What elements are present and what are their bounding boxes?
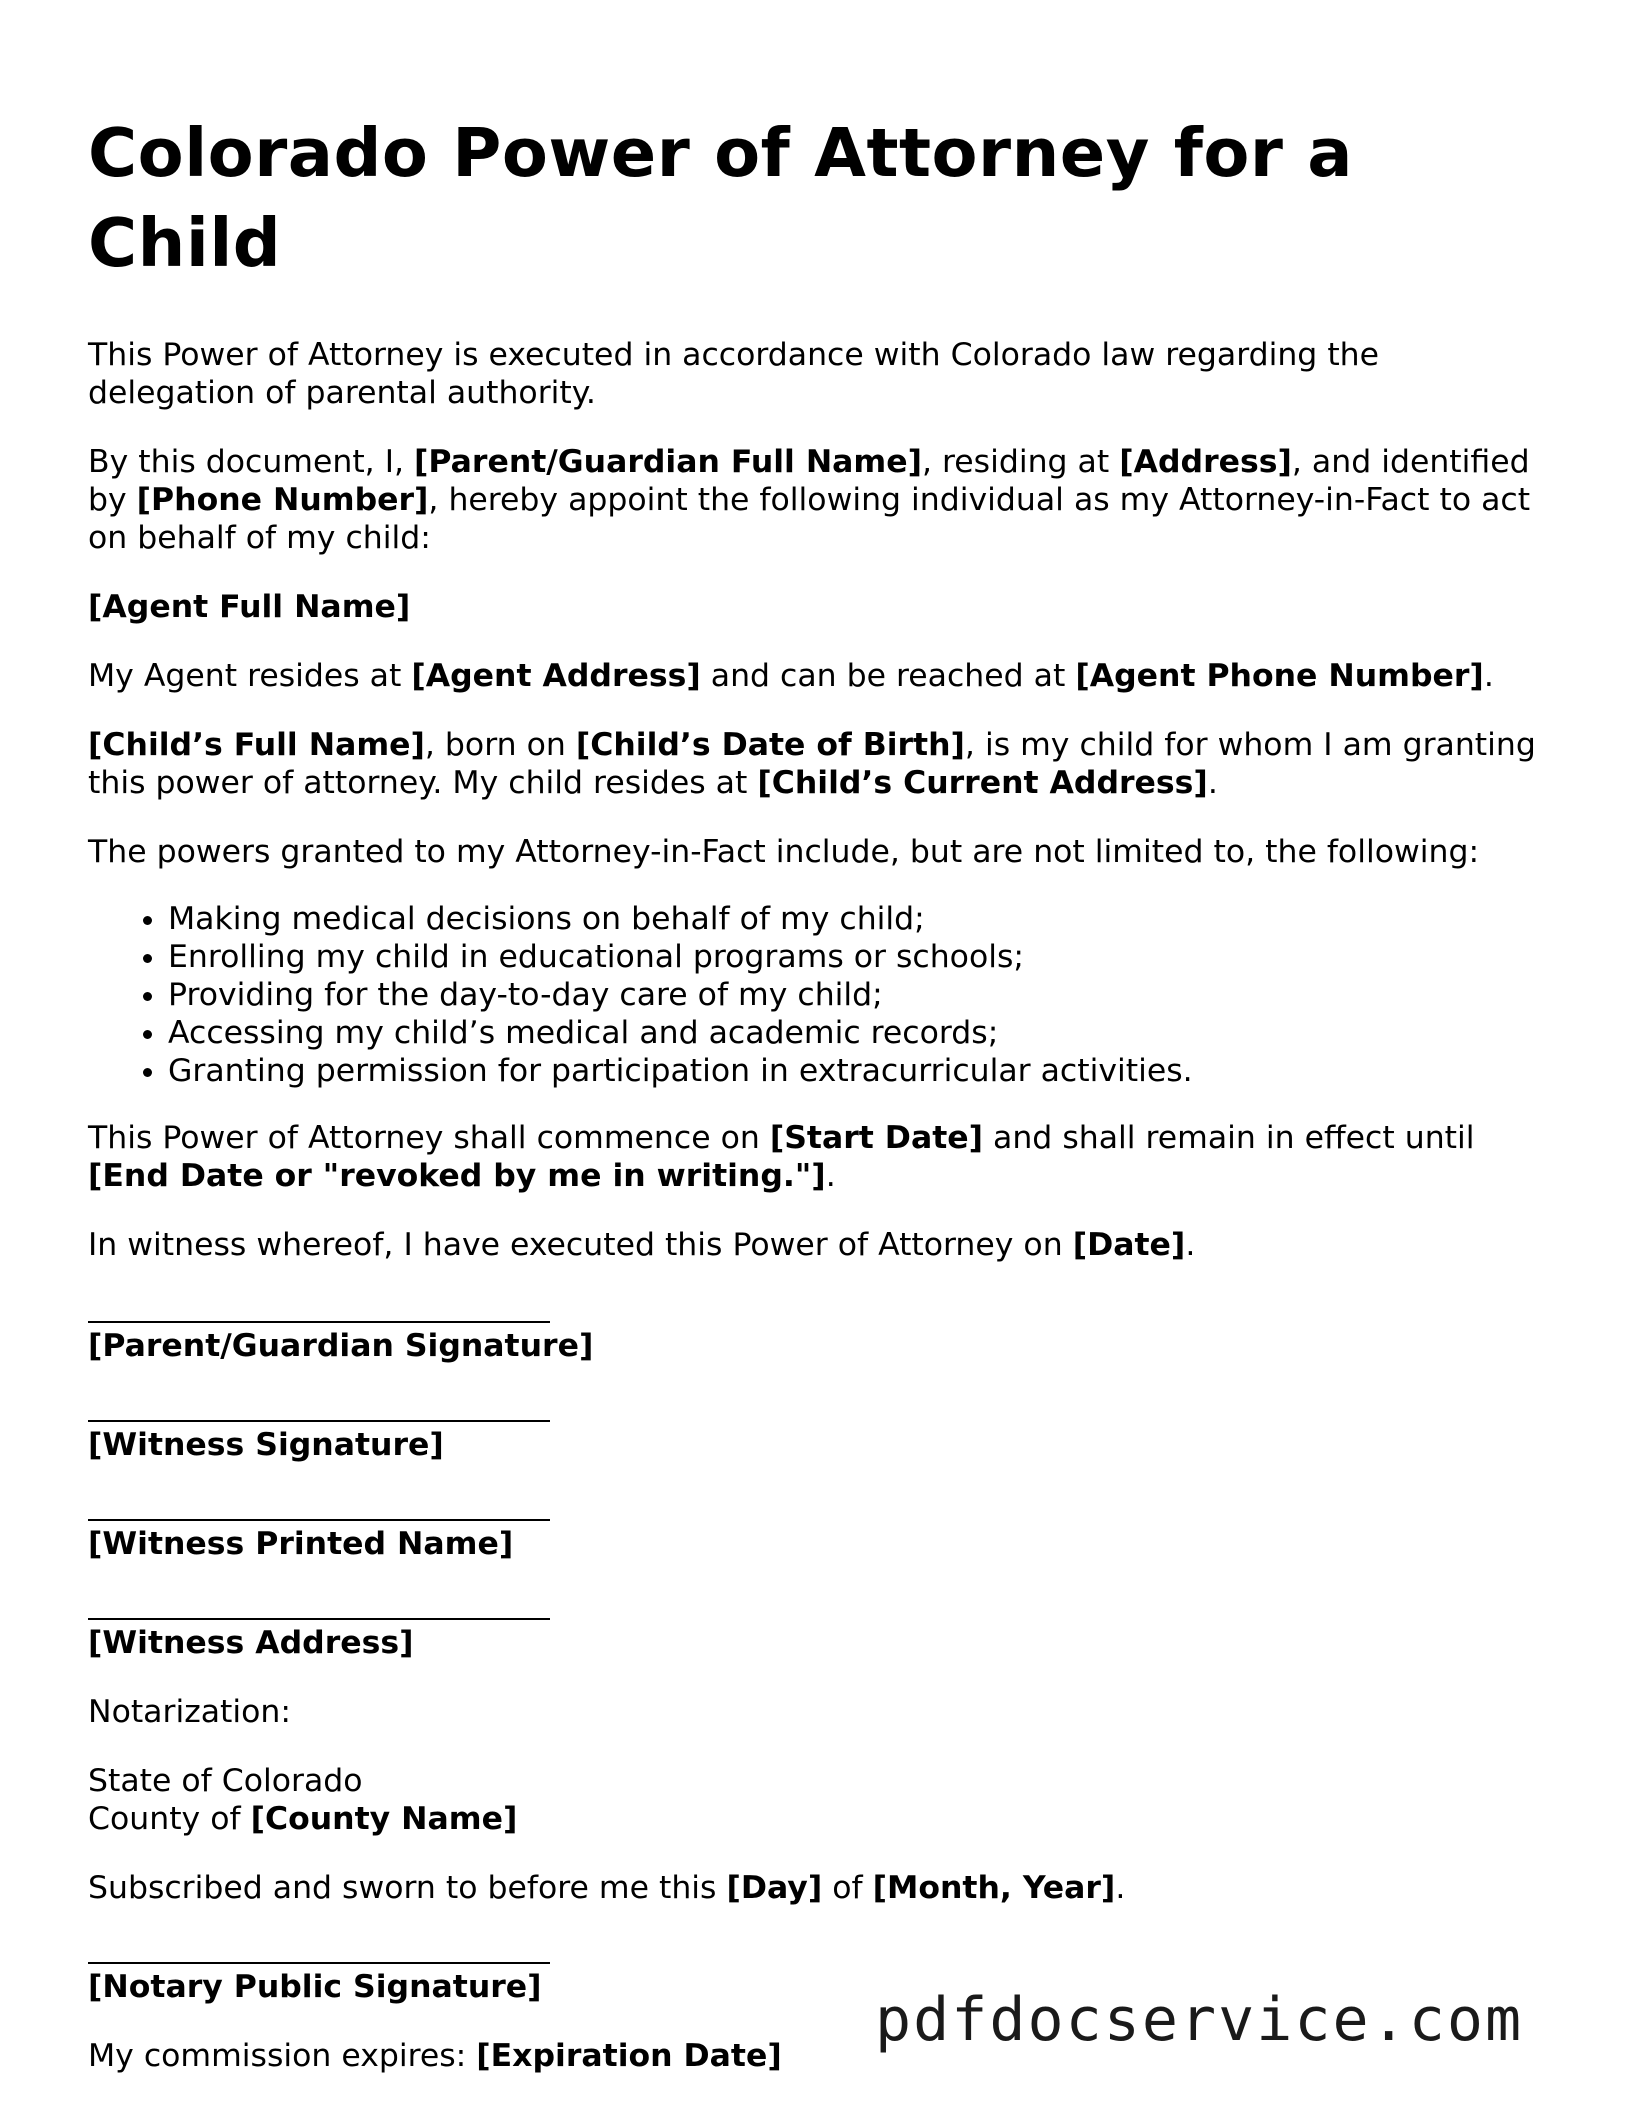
document-title: Colorado Power of Attorney for a Child bbox=[88, 114, 1353, 282]
agent-contact-text: My Agent resides at bbox=[88, 658, 412, 694]
witness-address-label: [Witness Address] bbox=[88, 1625, 414, 1661]
end-date-field: [End Date or "revoked by me in writing."] bbox=[88, 1158, 826, 1194]
appointment-text: , hereby appoint the following individual as my Attorney-in-Fact to act on behalf of my child: bbox=[88, 482, 1531, 556]
powers-list bbox=[88, 900, 1548, 1090]
commission-prefix: My commission expires: bbox=[88, 2038, 477, 2074]
month-year-field: [Month, Year] bbox=[872, 1870, 1116, 1906]
signature-line[interactable] bbox=[88, 1519, 550, 1521]
witness-name-label: [Witness Printed Name] bbox=[88, 1526, 514, 1562]
agent-address-field: [Agent Address] bbox=[411, 658, 701, 694]
county-field: [County Name] bbox=[250, 1801, 518, 1837]
signature-line[interactable] bbox=[88, 1420, 550, 1422]
child-name-field: [Child’s Full Name] bbox=[88, 727, 425, 763]
venue-paragraph bbox=[88, 1762, 1548, 1838]
term-text: and shall remain in effect until bbox=[983, 1120, 1475, 1156]
agent-phone-field: [Agent Phone Number] bbox=[1075, 658, 1484, 694]
sworn-text: of bbox=[822, 1870, 873, 1906]
signature-line[interactable] bbox=[88, 1618, 550, 1620]
signature-line[interactable] bbox=[88, 1962, 550, 1964]
notarization-heading: Notarization: bbox=[88, 1694, 291, 1730]
watermark: pdfdocservice.com bbox=[875, 1985, 1524, 2055]
start-date-field: [Start Date] bbox=[769, 1120, 984, 1156]
day-field: [Day] bbox=[726, 1870, 823, 1906]
witness-clause-text: . bbox=[1185, 1227, 1196, 1263]
parent-signature-block bbox=[88, 1321, 1548, 1365]
document-page bbox=[88, 108, 1548, 2106]
term-text: . bbox=[825, 1158, 836, 1194]
phone-field: [Phone Number] bbox=[136, 482, 429, 518]
appointment-text: By this document, I, bbox=[88, 444, 415, 480]
intro-paragraph: This Power of Attorney is executed in accordance with Colorado law regarding the delegation of parental authority. bbox=[88, 337, 1380, 411]
agent-contact-paragraph bbox=[88, 657, 1548, 695]
term-text: This Power of Attorney shall commence on bbox=[88, 1120, 770, 1156]
list-item: • Making medical decisions on behalf of my child; bbox=[168, 900, 1548, 938]
expiration-date-field: [Expiration Date] bbox=[476, 2038, 782, 2074]
child-text: , is my child for whom I am granting this power of attorney. My child resides at bbox=[88, 727, 1536, 801]
child-text: , born on bbox=[424, 727, 576, 763]
child-address-field: [Child’s Current Address] bbox=[757, 765, 1208, 801]
signature-line[interactable] bbox=[88, 1321, 550, 1323]
list-item: • Enrolling my child in educational programs or schools; bbox=[168, 938, 1548, 976]
sworn-paragraph bbox=[88, 1869, 1548, 1907]
witness-clause-text: In witness whereof, I have executed this Power of Attorney on bbox=[88, 1227, 1073, 1263]
parent-name-field: [Parent/Guardian Full Name] bbox=[414, 444, 923, 480]
list-item: • Granting permission for participation in extracurricular activities. bbox=[168, 1052, 1548, 1090]
witness-signature-block bbox=[88, 1420, 1548, 1464]
county-prefix: County of bbox=[88, 1801, 251, 1837]
agent-name-paragraph bbox=[88, 588, 1548, 626]
list-item: • Accessing my child’s medical and academic records; bbox=[168, 1014, 1548, 1052]
list-item: • Providing for the day-to-day care of my child; bbox=[168, 976, 1548, 1014]
agent-contact-text: and can be reached at bbox=[700, 658, 1076, 694]
state-line: State of Colorado bbox=[88, 1763, 363, 1799]
agent-name-field: [Agent Full Name] bbox=[88, 589, 411, 625]
appointment-paragraph bbox=[88, 443, 1548, 557]
powers-intro: The powers granted to my Attorney-in-Fact include, but are not limited to, the following: bbox=[88, 834, 1480, 870]
child-text: . bbox=[1207, 765, 1218, 801]
child-paragraph bbox=[88, 726, 1548, 802]
appointment-text: , and identified by bbox=[88, 444, 1530, 518]
address-field: [Address] bbox=[1119, 444, 1292, 480]
term-paragraph bbox=[88, 1119, 1548, 1195]
sworn-text: . bbox=[1115, 1870, 1126, 1906]
witness-address-block bbox=[88, 1618, 1548, 1662]
agent-contact-text: . bbox=[1483, 658, 1494, 694]
child-dob-field: [Child’s Date of Birth] bbox=[575, 727, 965, 763]
notary-signature-label: [Notary Public Signature] bbox=[88, 1969, 542, 2005]
parent-signature-label: [Parent/Guardian Signature] bbox=[88, 1328, 594, 1364]
witness-name-block bbox=[88, 1519, 1548, 1563]
sworn-text: Subscribed and sworn to before me this bbox=[88, 1870, 727, 1906]
witness-signature-label: [Witness Signature] bbox=[88, 1427, 444, 1463]
witness-clause bbox=[88, 1226, 1548, 1264]
appointment-text: , residing at bbox=[922, 444, 1120, 480]
execution-date-field: [Date] bbox=[1072, 1227, 1186, 1263]
